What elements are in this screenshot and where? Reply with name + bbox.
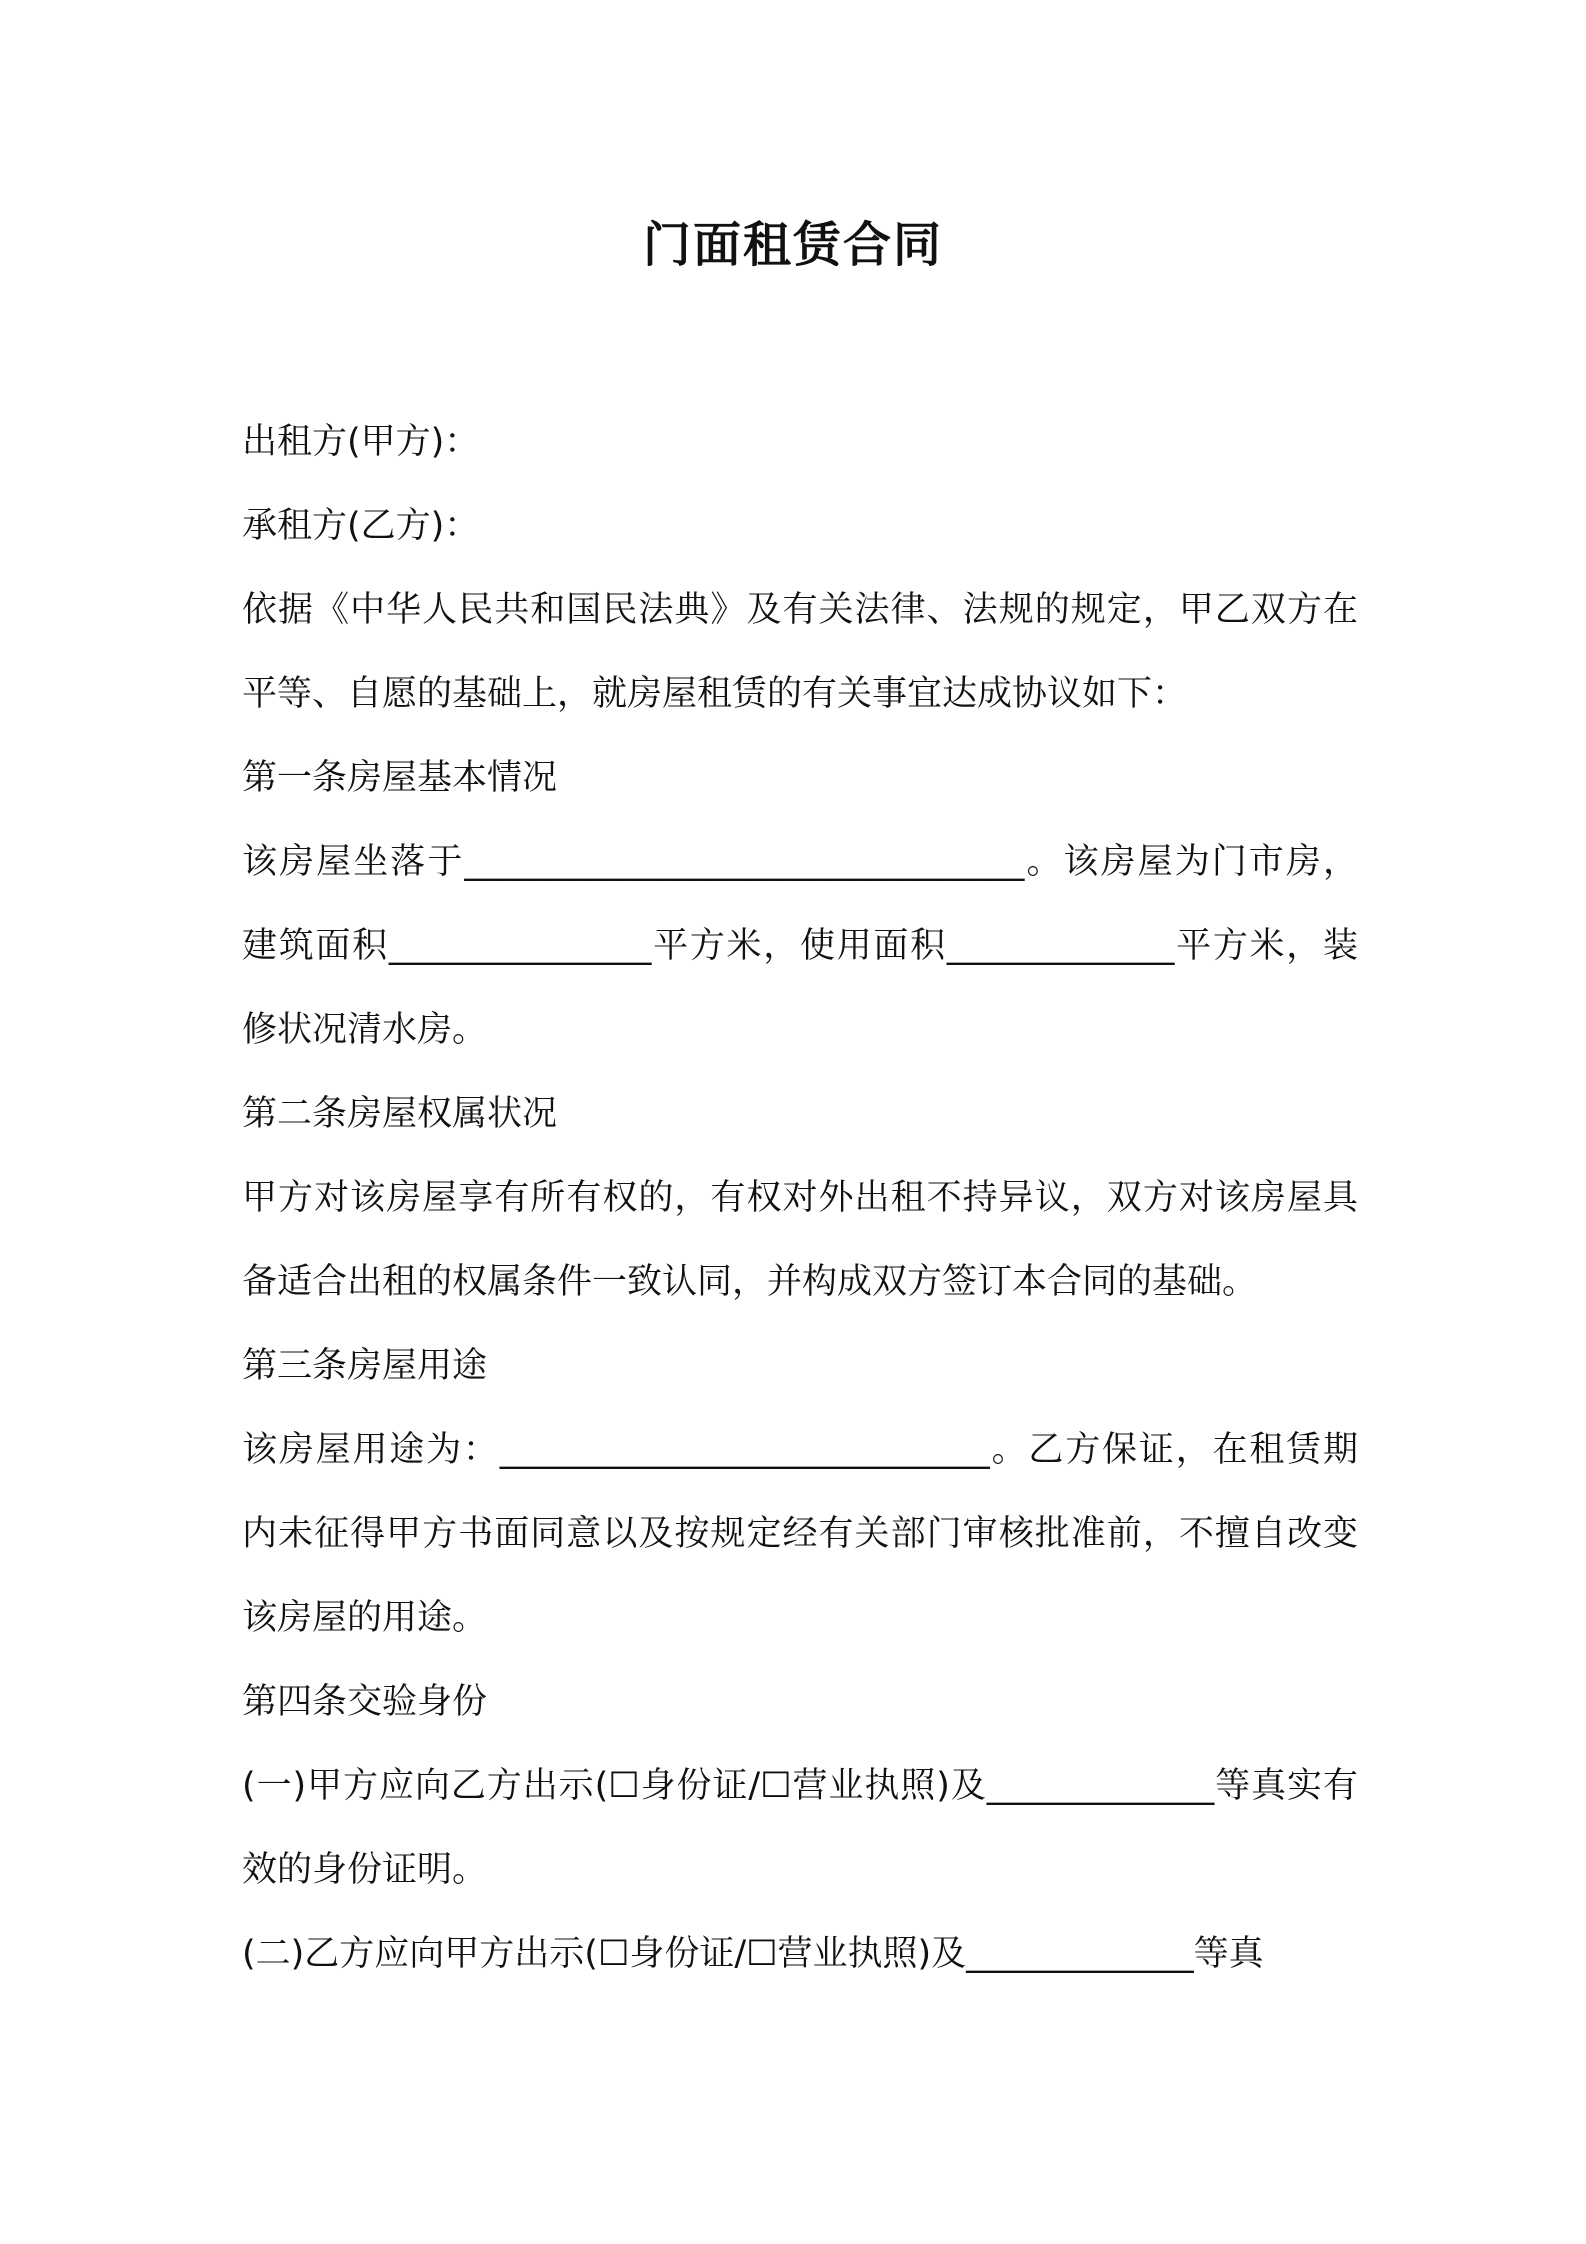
article-2-text: 甲方对该房屋享有所有权的，有权对外出租不持异议，双方对该房屋具备适合出租的权属条件一致认同，并构成双方签订本合同的基础。 bbox=[242, 1178, 1358, 1302]
lessor-label: 出租方(甲方)： bbox=[242, 422, 480, 462]
article-4-item-1: (一)甲方应向乙方出示(☐身份证/☐营业执照)及_____________等真实有效的身份证明。 bbox=[242, 1766, 1358, 1890]
document-title: 门面租赁合同 bbox=[642, 217, 943, 273]
article-1-heading: 第一条房屋基本情况 bbox=[242, 758, 558, 798]
article-4-item-2: (二)乙方应向甲方出示(☐身份证/☐营业执照)及_____________等真 bbox=[242, 1934, 1264, 1974]
document-body bbox=[242, 400, 1358, 1996]
article-3-text: 该房屋用途为：____________________________。乙方保证，在租赁期内未征得甲方书面同意以及按规定经有关部门审核批准前，不擅自改变该房屋的用途。 bbox=[242, 1430, 1358, 1638]
lessee-label: 承租方(乙方)： bbox=[242, 506, 480, 546]
article-1-text: 该房屋坐落于________________________________。该房屋为门市房，建筑面积_______________平方米，使用面积_____________平方米，装修状况清水房。 bbox=[242, 842, 1358, 1050]
article-3-heading: 第三条房屋用途 bbox=[242, 1346, 488, 1386]
preamble-paragraph: 依据《中华人民共和国民法典》及有关法律、法规的规定，甲乙双方在平等、自愿的基础上，就房屋租赁的有关事宜达成协议如下： bbox=[242, 590, 1358, 714]
article-2-heading: 第二条房屋权属状况 bbox=[242, 1094, 558, 1134]
article-4-heading: 第四条交验身份 bbox=[242, 1682, 488, 1722]
